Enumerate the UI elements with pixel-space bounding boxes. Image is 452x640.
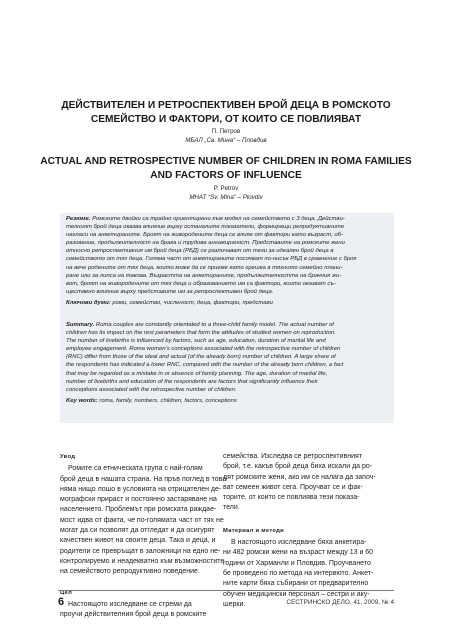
text-line: брой, т.е. какъв брой деца биха искали да ро-: [223, 463, 373, 471]
text-line: шерки.: [223, 600, 246, 608]
english-title: [40, 155, 412, 183]
abstract-line: that may be regarded as a mistake in or absence of family planning. The age, duration of marital life,: [66, 370, 328, 377]
abstract-line: вот, броят на живородените от тях деца и образованието им са фактори, които оказват съ-: [66, 280, 336, 287]
text-line: Ромите са етническата група с най-голям: [68, 465, 203, 473]
english-title-line-2: AND FACTORS OF INFLUENCE: [150, 170, 302, 181]
right-column: [223, 452, 393, 610]
text-line: обучен медицински персонал – сестри и аку-: [223, 590, 370, 598]
text-line: В настоящото изследване бяха анкетира-: [231, 539, 367, 547]
page-number: 6: [58, 596, 65, 608]
abstract-line: the respondents has indicated a lower RNC, compared with the number of the already born children, a fact: [66, 362, 344, 369]
methods-heading: Материал и методи: [223, 527, 284, 534]
introduction-text: [60, 464, 236, 577]
keywords-line: [66, 299, 388, 307]
bulgarian-title: [58, 99, 394, 127]
abstract-line: Резюме. Ромските двойки са трайно ориентирани към модел на семейството с 3 деца. Действи-: [66, 216, 345, 222]
text-line: проучи действителния брой деца в ромските: [60, 611, 207, 619]
aim-text: [60, 600, 236, 621]
journal-info: СЕСТРИНСКО ДЕЛО, 41, 2009, № 4: [286, 599, 394, 606]
abstract-label: Резюме.: [66, 216, 91, 222]
abstract-line: нагласи на анкетираните. Броят на живородените деца се влияе от фактори като възраст, об-: [66, 232, 343, 239]
abstract-line: на вече родените от тях деца, които може да се приеме като грешка в тяхното семейно плани-: [66, 264, 343, 271]
text-line: мост идва от факта, че по-голямата част от тях не: [60, 516, 224, 524]
text-line: бе проведено по метода на интервюто. Анкет-: [223, 569, 374, 577]
text-line: родители се превръщат в заложници на едно не-: [60, 547, 221, 555]
abstract-line: employee engagement. Roma women’s conceptions associated with the retrospective number of children: [66, 346, 341, 353]
text-line: Настоящото изследване се стреми да: [68, 600, 192, 608]
footer-divider: [58, 590, 394, 591]
text-line: качествен живот на своите деца. Така и деца, и: [60, 537, 216, 545]
text-line: ни 482 ромски жени на възраст между 13 и 60: [223, 549, 374, 557]
abstract-line: телният брой деца оказва влияние върху останалите показатели, формиращи репродуктивните: [66, 224, 345, 231]
abstract-line: children has its impact on the rest parameters that form the attitudes of studied women on reproduction.: [66, 330, 336, 337]
english-author: P. Petrov: [213, 185, 239, 192]
text-line: могат да си позволят да отгледат и да осигурят: [60, 527, 215, 535]
bulgarian-affiliation: МБАЛ „Св. Мина“ – Пловдив: [185, 137, 267, 144]
abstract-line: ране или за липса на такова. Възрастта на анкетираните, продължителността на брачния жи-: [66, 272, 342, 279]
keywords-label: Key words:: [66, 397, 98, 404]
abstract-label: Summary.: [66, 322, 95, 328]
bulgarian-title-line-1: ДЕЙСТВИТЕЛЕН И РЕТРОСПЕКТИВЕН БРОЙ ДЕЦА В РОМСКОТО: [61, 100, 391, 111]
abstract-line: относно ретроспективния им брой деца (РБД) се различават от тези за идеален брой деца в: [66, 248, 334, 255]
text-line: години от Харманли и Пловдив. Проучването: [223, 559, 371, 567]
text-line: дят ромските жени, ако им се налага да започ-: [223, 473, 376, 481]
text-line: ват семеен живот сега. Проучват се и фак-: [223, 483, 363, 491]
keywords-line: [66, 397, 388, 405]
keywords-label: Ключови думи:: [66, 299, 111, 306]
aim-heading: Цел: [60, 589, 73, 596]
left-column: [60, 452, 236, 620]
english-title-line-1: ACTUAL AND RETROSPECTIVE NUMBER OF CHILDREN IN ROMA FAMILIES: [40, 156, 412, 167]
bulgarian-abstract: [66, 215, 388, 307]
text-line: няма нищо лошо в условията на отрицателен де-: [60, 485, 222, 493]
text-line: брой деца в нашата страна. На пръв поглед в това: [60, 475, 227, 483]
bulgarian-author: П. Петров: [211, 128, 241, 135]
abstract-line: Summary. Roma couples are constantly orientated to a three-child family model. The actual number of: [66, 322, 334, 328]
bulgarian-title-line-2: СЕМЕЙСТВО И ФАКТОРИ, ОТ КОИТО СЕ ПОВЛИЯВАТ: [90, 114, 362, 125]
abstract-line: разование, продължителност на брака и трудова ангажираност. Представите на ромските жени: [66, 240, 345, 247]
english-affiliation: MHAT “Sv. Mina” – Plovdiv: [189, 194, 263, 201]
text-line: торите, от които се повлиява тези показа-: [223, 494, 360, 502]
text-line: ните карти бяха събирани от предварително: [223, 580, 369, 588]
abstract-line: (RNC) differ from those of the ideal and actual (of the already born) number of children. A large share of: [66, 354, 336, 361]
abstract-line: семейството от тях деца. Голяма част от анкетираните посочват по-нисък РБД в сравнение с броя: [66, 256, 357, 263]
text-line: контролируемо и неадекватно към възможностите: [60, 557, 225, 565]
text-line: семейства. Изследва се ретроспективният: [223, 453, 363, 460]
keywords: роми, семейство, численост, деца, фактори, представи: [112, 299, 273, 306]
abstract-line: The number of livebirths is influenced by factors, such as age, education, duration of marital life and: [66, 338, 326, 345]
introduction-heading: Увод: [60, 454, 76, 460]
abstract-line: ществено влияние върху представите им за ретроспективен брой деца.: [66, 288, 274, 295]
text-line: тели.: [223, 504, 240, 512]
english-abstract: [66, 321, 388, 405]
text-line: населението. Проблемът при ромската раждае-: [60, 506, 217, 514]
abstract-line: number of livebirths and education of the respondents are factors that significantly influence their: [66, 378, 318, 385]
aim-text-continued: [223, 452, 393, 514]
keywords: roma, family, numbers, children, factors, conceptions: [99, 397, 237, 404]
abstract-line: conceptions associated with the retrospective number of children.: [66, 386, 237, 393]
text-line: на семейството репродуктивно поведение.: [60, 568, 200, 576]
text-line: мографски прираст и постоянно застаряване на: [60, 496, 217, 504]
